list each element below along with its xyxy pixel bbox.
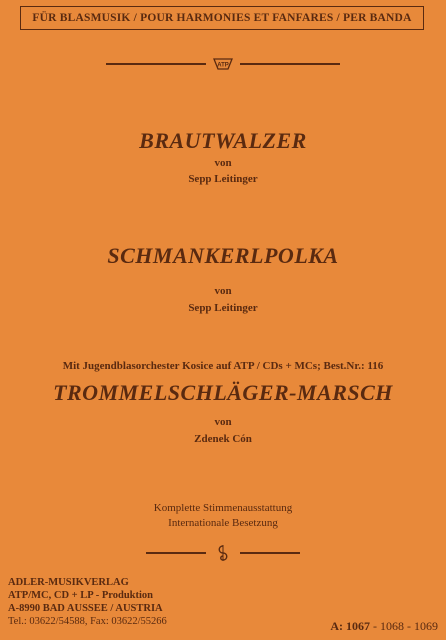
divider-left bbox=[106, 63, 206, 65]
ornament-row bbox=[0, 543, 446, 563]
publisher-block bbox=[8, 576, 268, 628]
piece-3-composer: Zdenek Cón bbox=[194, 433, 252, 445]
piece-1-title: BRAUTWALZER bbox=[139, 128, 307, 153]
publisher-contact: Tel.: 03622/54588, Fax: 03622/55266 bbox=[8, 616, 167, 627]
piece-3-von: von bbox=[214, 416, 232, 428]
catalog-rest: - 1068 - 1069 bbox=[370, 619, 438, 633]
piece-2-composer: Sepp Leitinger bbox=[188, 302, 258, 314]
publisher-line-2: ATP/MC, CD + LP - Produktion bbox=[8, 590, 154, 601]
header-text: FÜR BLASMUSIK / POUR HARMONIES ET FANFARES / PER BANDA bbox=[32, 12, 412, 24]
ornament-rule-right bbox=[240, 552, 300, 554]
svg-text:ATP: ATP bbox=[217, 62, 229, 69]
instrumentation-line-2: Internationale Besetzung bbox=[168, 517, 278, 529]
header-banner bbox=[20, 6, 424, 30]
instrumentation-line-1: Komplette Stimmenausstattung bbox=[153, 502, 293, 514]
ornament-rule-left bbox=[146, 552, 206, 554]
publisher-name: ADLER-MUSIKVERLAG bbox=[8, 577, 129, 588]
piece-2-von: von bbox=[214, 285, 232, 297]
divider-right bbox=[240, 63, 340, 65]
catalog-number bbox=[330, 619, 438, 634]
logo-row bbox=[0, 54, 446, 74]
recording-note: Mit Jugendblasorchester Kosice auf ATP / CDs + MCs; Best.Nr.: 116 bbox=[62, 360, 384, 372]
piece-2-title: SCHMANKERLPOLKA bbox=[107, 243, 339, 268]
piece-1-von: von bbox=[214, 157, 232, 169]
catalog-prefix: A: 1067 bbox=[330, 619, 370, 633]
publisher-address: A-8990 BAD AUSSEE / AUSTRIA bbox=[8, 603, 163, 614]
piece-3-title: TROMMELSCHLÄGER-MARSCH bbox=[53, 380, 393, 405]
clef-ornament-icon bbox=[212, 545, 234, 561]
atp-logo-icon bbox=[212, 56, 234, 72]
piece-1-composer: Sepp Leitinger bbox=[188, 173, 258, 185]
